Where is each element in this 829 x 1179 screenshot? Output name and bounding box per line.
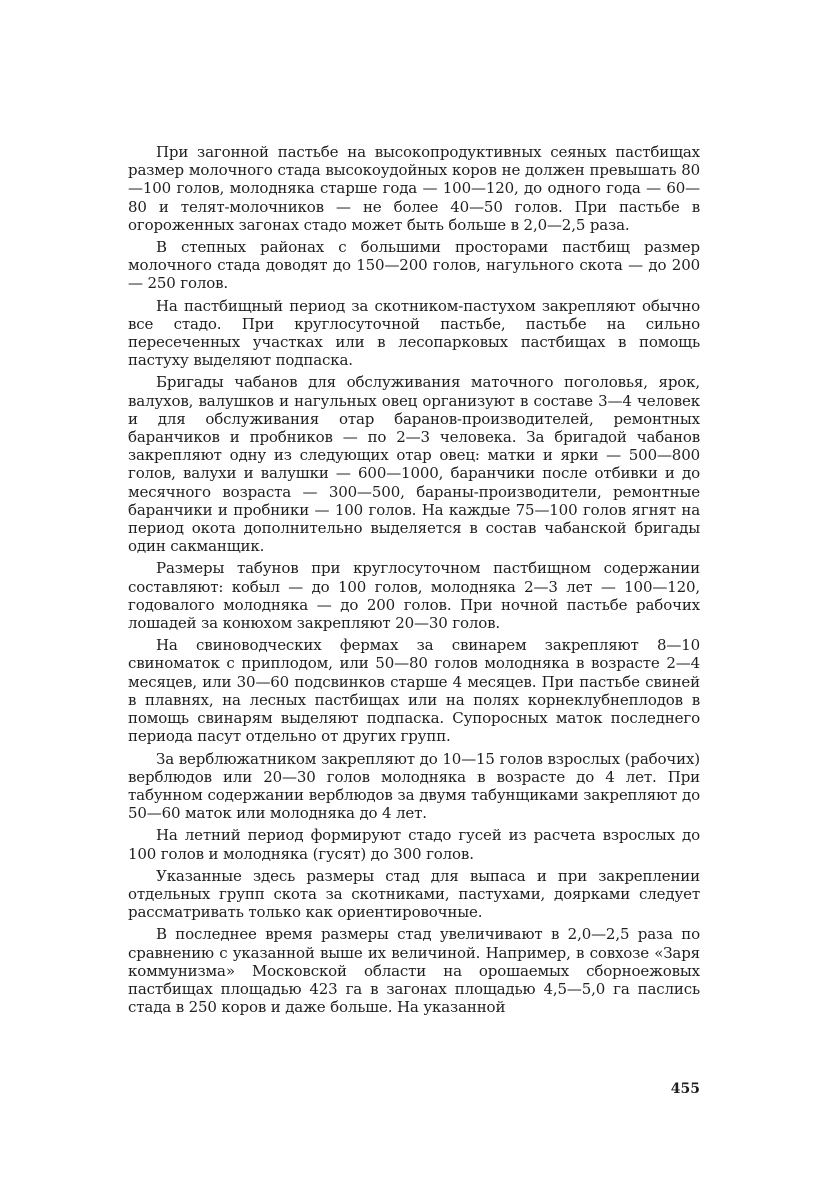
paragraph-horse-herds: Размеры табунов при круглосуточном пастбищном содержании составляют: кобыл — до 100 голов, молодняка 2—3 лет — 100—120, годовалого молодняка — до 200 голов. При ночной пастьбе рабочих лошадей за конюхом закрепляют 20—30 голов. [128, 559, 700, 633]
page-body [128, 143, 700, 1020]
paragraph-shepherd-brigades: Бригады чабанов для обслуживания маточного поголовья, ярок, валухов, валушков и нагульных овец организуют в составе 3—4 человек и для обслуживания отар баранов-производителей, ремонтных баранчиков и пробников — по 2—3 человека. За бригадой чабанов закрепляют одну из следующих отар овец: матки и ярки — 500—800 голов, валухи и валушки — 600—1000, баранчики после отбивки и до месячного возраста — 300—500, бараны-производители, ремонтные баранчики и пробники — 100 голов. На каждые 75—100 голов ягнят на период окота дополнительно выделяется в состав чабанской бригады один сакманщик. [128, 373, 700, 556]
paragraph-herdsman-period: На пастбищный период за скотником-пастухом закрепляют обычно все стадо. При круглосуточной пастьбе, пастьбе на сильно пересеченных участках или в лесопарковых пастбищах в помощь пастуху выделяют подпаска. [128, 296, 700, 370]
paragraph-geese: На летний период формируют стадо гусей из расчета взрослых до 100 голов и молодняка (гусят) до 300 голов. [128, 826, 700, 863]
paragraph-camels: За верблюжатником закрепляют до 10—15 голов взрослых (рабочих) верблюдов или 20—30 голов молодняка в возрасте до 4 лет. При табунном содержании верблюдов за двумя табунщиками закрепляют до 50—60 маток или молодняка до 4 лет. [128, 749, 700, 823]
paragraph-approximate-sizes: Указанные здесь размеры стад для выпаса и при закреплении отдельных групп скота за скотниками, пастухами, доярками следует рассматривать только как ориентировочные. [128, 866, 700, 922]
paragraph-pig-farms: На свиноводческих фермах за свинарем закрепляют 8—10 свиноматок с приплодом, или 50—80 голов молодняка в возрасте 2—4 месяцев, или 30—60 подсвинков старше 4 месяцев. При пастьбе свиней в плавнях, на лесных пастбищах или на полях корнеклубнеплодов в помощь свинарям выделяют подпаска. Супоросных маток последнего периода пасут отдельно от других групп. [128, 636, 700, 746]
paragraph-steppe-herds: В степных районах с большими просторами пастбищ размер молочного стада доводят до 150—200 голов, нагульного скота — до 200 — 250 голов. [128, 238, 700, 293]
paragraph-recent-increase: В последнее время размеры стад увеличивают в 2,0—2,5 раза по сравнению с указанной выше их величиной. Например, в совхозе «Заря коммунизма» Московской области на орошаемых сборноежовых пастбищах площадью 423 га в загонах площадью 4,5—5,0 га паслись стада в 250 коров и даже больше. На указанной [128, 925, 700, 1017]
paragraph-zagon-grazing: При загонной пастьбе на высокопродуктивных сеяных пастбищах размер молочного стада высокоудойных коров не должен превышать 80—100 голов, молодняка старше года — 100—120, до одного года — 60—80 и телят-молочников — не более 40—50 голов. При пастьбе в огороженных загонах стадо может быть больше в 2,0—2,5 раза. [128, 143, 700, 234]
page-number: 455 [670, 1081, 700, 1097]
